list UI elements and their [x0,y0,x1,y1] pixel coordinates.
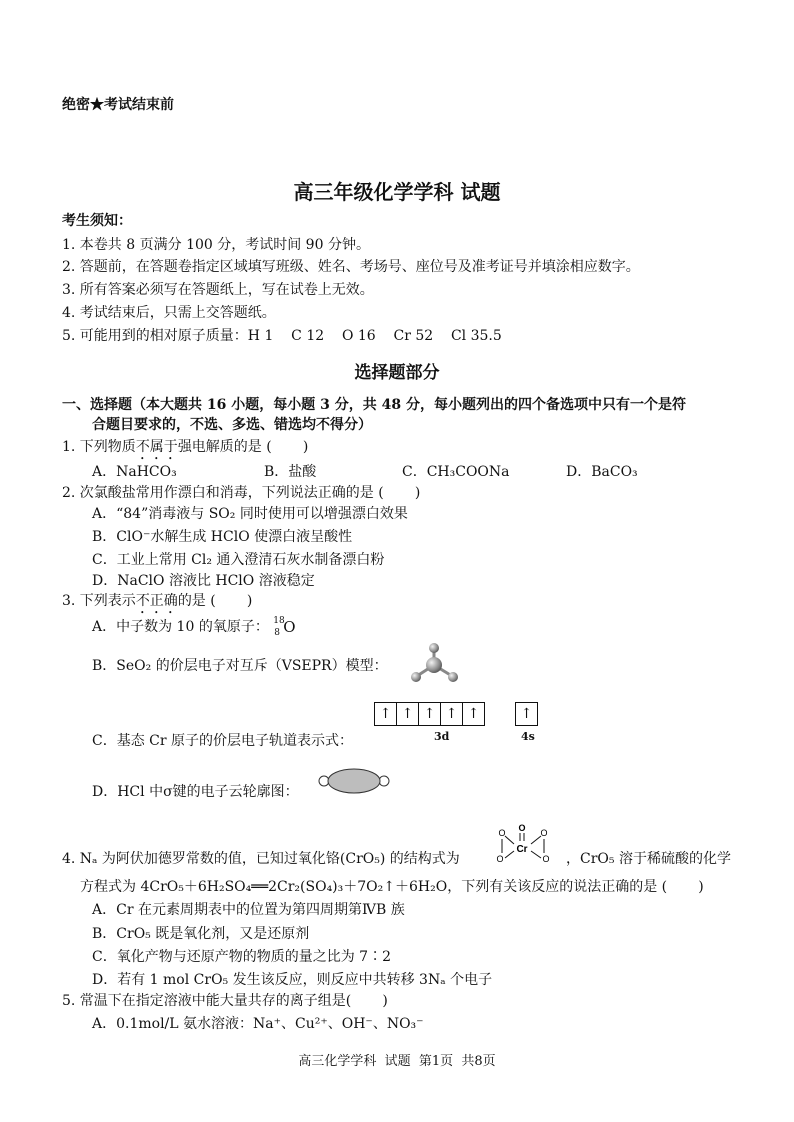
page-footer: 高三化学学科 试题 第1页 共8页 [298,1054,496,1069]
page-title: 高三年级化学学科 试题 [293,180,501,204]
question-4-stem-tail: ，CrO₅ 溶于稀硫酸的化学 [566,851,731,867]
q2-option-a: A．“84”消毒液与 SO₂ 同时使用可以增强漂白效果 [92,506,408,522]
svg-text:O: O [496,854,504,864]
q3-option-a: A．中子数为 10 的氧原子： 18 8 O [92,616,296,638]
orbital-box: ↑ [440,702,463,726]
q5-option-a: A．0.1mol/L 氨水溶液：Na⁺、Cu²⁺、OH⁻、NO₃⁻ [92,1016,424,1032]
part1-instructions-cont: 合题目要求的，不选、多选、错选均不得分） [92,417,372,433]
q3-option-c: C．基态 Cr 原子的价层电子轨道表示式： [92,733,354,749]
part1-instructions: 一、选择题（本大题共 16 小题，每小题 3 分，共 48 分，每小题列出的四个备选项中只有一个是符 [62,397,686,413]
notice-heading: 考生须知： [62,213,132,229]
orbital-label-3d: 3d [434,730,450,743]
orbital-label-4s: 4s [521,730,535,743]
vsepr-model-image [404,640,464,686]
notice-item: 3. 所有答案必须写在答题纸上，写在试卷上无效。 [62,282,374,298]
q3-option-b: B．SeO₂ 的价层电子对互斥（VSEPR）模型： [92,658,388,674]
orbital-4s-box [516,702,538,726]
question-4-equation: 方程式为 4CrO₅＋6H₂SO₄══2Cr₂(SO₄)₃＋7O₂↑＋6H₂O，下列有关该反应的说法正确的是 ( ) [80,879,704,895]
q2-option-c: C．工业上常用 Cl₂ 通入澄清石灰水制备漂白粉 [92,552,385,568]
orbital-box: ↑ [515,702,538,726]
confidential-mark: 绝密★考试结束前 [62,97,174,113]
q4-option-c: C．氧化产物与还原产物的物质的量之比为 7∶2 [92,949,391,965]
svg-text:Cr: Cr [516,844,528,855]
q4-option-d: D．若有 1 mol CrO₅ 发生该反应，则反应中共转移 3Nₐ 个电子 [92,972,493,988]
question-5-stem: 5. 常温下在指定溶液中能大量共存的离子组是( ) [62,993,388,1009]
q1-option-c: C．CH₃COONa [402,464,510,480]
svg-text:O: O [540,828,548,838]
notice-item: 1. 本卷共 8 页满分 100 分，考试时间 90 分钟。 [62,237,370,253]
orbital-3d-boxes [375,702,485,726]
question-1-stem: 1. 下列物质不属于强电解质的是 ( ) [62,439,309,455]
q4-option-a: A．Cr 在元素周期表中的位置为第四周期第ⅣB 族 [92,902,405,918]
emphasis-text: 不正确 [135,593,178,609]
isotope-notation: 18 8 O [273,616,296,638]
question-4-stem: 4. Nₐ 为阿伏加德罗常数的值，已知过氧化铬(CrO₅) 的结构式为 [62,851,460,867]
question-2-stem: 2. 次氯酸盐常用作漂白和消毒，下列说法正确的是 ( ) [62,485,421,501]
notice-item: 5. 可能用到的相对原子质量：H 1 C 12 O 16 Cr 52 Cl 35.5 [62,328,502,344]
svg-text:O: O [518,823,526,833]
q1-option-d: D．BaCO₃ [566,464,638,480]
notice-item: 4. 考试结束后，只需上交答题纸。 [62,305,276,321]
svg-text:O: O [498,828,506,838]
cro5-structure-image [494,822,554,868]
q3-option-d: D．HCl 中σ键的电子云轮廓图： [92,784,299,800]
q4-option-b: B．CrO₅ 既是氧化剂，又是还原剂 [92,926,310,942]
sigma-bond-cloud-image [316,766,392,796]
question-3-stem: 3. 下列表示不正确的是 ( ) [62,593,253,609]
section-title: 选择题部分 [354,363,440,383]
orbital-box: ↑ [418,702,441,726]
svg-text:O: O [542,854,550,864]
q2-option-b: B．ClO⁻水解生成 HClO 使漂白液呈酸性 [92,529,353,545]
orbital-box: ↑ [396,702,419,726]
emphasis-text: 不属于 [135,439,178,455]
orbital-box: ↑ [374,702,397,726]
q2-option-d: D．NaClO 溶液比 HClO 溶液稳定 [92,573,315,589]
notice-item: 2. 答题前，在答题卷指定区域填写班级、姓名、考场号、座位号及准考证号并填涂相应数字。 [62,259,640,275]
q1-option-b: B．盐酸 [264,464,317,480]
q1-option-a: A．NaHCO₃ [92,464,177,480]
orbital-box: ↑ [462,702,485,726]
